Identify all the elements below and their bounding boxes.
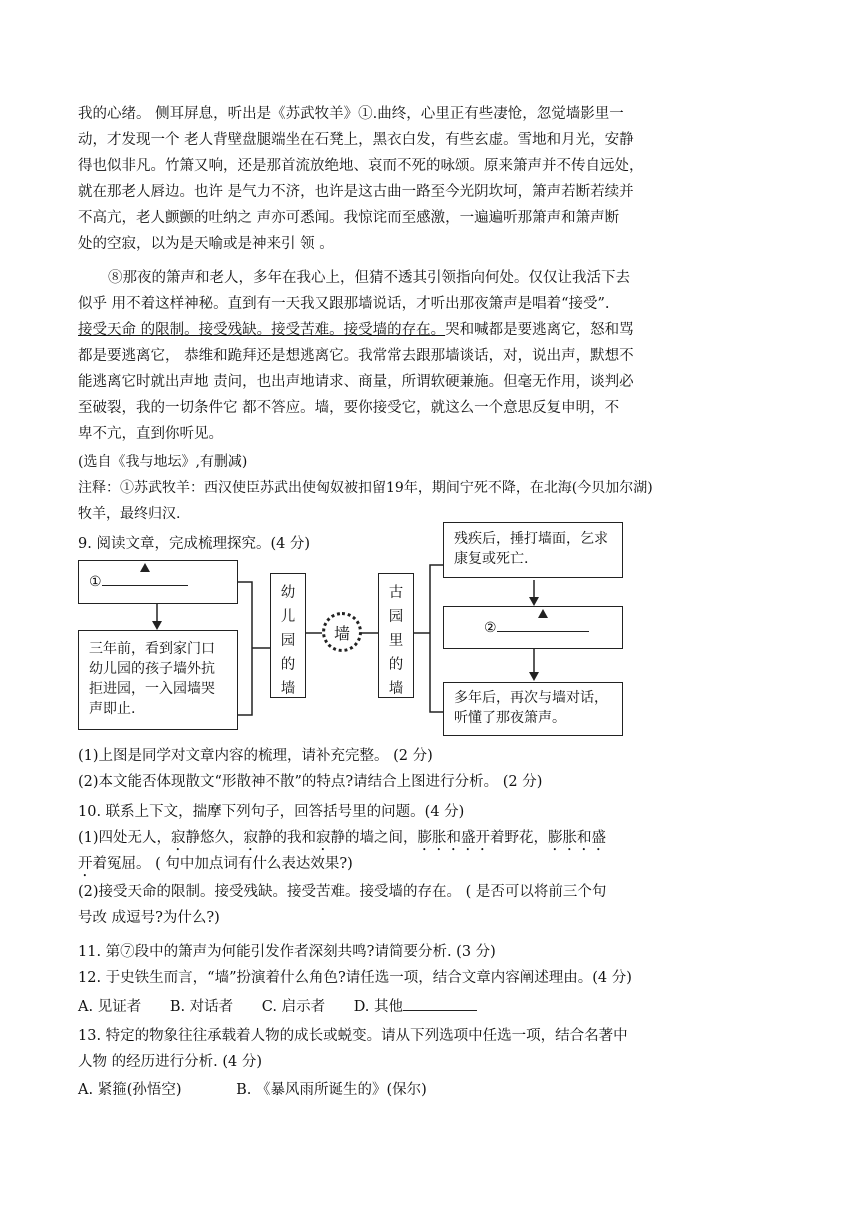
question-9-title: 9. 阅读文章，完成梳理探究。(4 分) <box>78 536 311 552</box>
passage-line: 就在那老人唇边。也许 是气力不济，也许是这古曲一路至今光阴坎坷，箫声若断若续并 <box>78 184 634 200</box>
right-bottom-box: 多年后，再次与墙对话，听懂了那夜箫声。 <box>443 682 623 736</box>
paragraph-8-line: 至破裂，我的一切条件它 都不答应。墙，要你接受它，就这么一个意思反复申明，不 <box>78 400 620 416</box>
footnote: 牧羊，最终归汉. <box>78 506 181 522</box>
question-10-sentence-1: (1)四处无人，寂静悠久，寂静的我和寂静的墙之间，膨胀和盛开着野花，膨胀和盛 <box>78 830 607 846</box>
question-10-sentence-2: (2)接受天命的限制。接受残缺。接受苦难。接受墙的存在。 ( 是否可以将前三个句 <box>78 884 607 900</box>
question-13-line: 人物 的经历进行分析. (4 分) <box>78 1054 262 1070</box>
option-b: B. 《暴风雨所诞生的》(保尔) <box>236 1082 427 1098</box>
underlined-sentence: 接受天命 的限制。接受残缺。接受苦难。接受墙的存在。 <box>78 322 446 338</box>
paragraph-8-line: 卑不亢，直到你听见。 <box>78 426 223 442</box>
question-13-line: 13. 特定的物象往往承载着人物的成长或蜕变。请从下列选项中任选一项，结合名著中 <box>78 1028 628 1044</box>
question-10-title: 10. 联系上下文，揣摩下列句子，回答括号里的问题。(4 分) <box>78 804 465 820</box>
center-wall-circle: 墙 <box>322 612 362 652</box>
passage-line: 我的心绪。 侧耳屏息，听出是《苏武牧羊》①.曲终，心里正有些凄怆，忽觉墙影里一 <box>78 106 624 122</box>
option-a: A. 见证者 <box>78 999 142 1015</box>
right-top-box: 残疾后，捶打墙面，乞求康复或死亡. <box>443 522 623 578</box>
footnote: 注释：①苏武牧羊：西汉使臣苏武出使匈奴被扣留19年，期间宁死不降，在北海(今贝加尔湖) <box>78 480 653 496</box>
answer-blank-option-d <box>403 996 477 1011</box>
paragraph-8-line: 接受天命 的限制。接受残缺。接受苦难。接受墙的存在。哭和喊都是要逃离它，怒和骂 <box>78 322 634 338</box>
question-12-options <box>78 996 477 1017</box>
left-bottom-box: 三年前，看到家门口幼儿园的孩子墙外抗拒进园，一入园墙哭声即止. <box>78 630 238 730</box>
answer-blank-2 <box>497 617 589 632</box>
passage-line: 得也似非凡。竹箫又响，还是那首流放绝地、哀而不死的咏颂。原来箫声并不传自远处， <box>78 158 644 174</box>
question-13-options <box>78 1080 427 1100</box>
option-a: A. 紧箍(孙悟空) <box>78 1082 182 1098</box>
question-10-sentence-2-cont: 号改 成逗号?为什么?) <box>78 910 220 926</box>
source-citation: (选自《我与地坛》,有删减) <box>78 454 248 470</box>
label-old-garden-wall: 古园里的墙 <box>378 573 414 698</box>
label-kindergarten-wall: 幼儿园的墙 <box>270 573 306 698</box>
question-9-sub1: (1)上图是同学对文章内容的梳理，请补充完整。 (2 分) <box>78 748 433 764</box>
question-12-title: 12. 于史铁生而言，“墙”扮演着什么角色?请任选一项，结合文章内容阐述理由。(4 分) <box>78 970 632 986</box>
paragraph-8-line: 都是要逃离它， 恭维和跪拜还是想逃离它。我常常去跟那墙谈话，对，说出声，默想不 <box>78 348 634 364</box>
question-11: 11. 第⑦段中的箫声为何能引发作者深刻共鸣?请简要分析. (3 分) <box>78 944 496 960</box>
answer-blank-1 <box>102 571 188 586</box>
option-b: B. 对话者 <box>169 999 234 1015</box>
passage-line: 动，才发现一个 老人背壁盘腿端坐在石凳上，黑衣白发，有些玄虚。雪地和月光，安静 <box>78 132 634 148</box>
paragraph-8-line: ⑧那夜的箫声和老人，多年在我心上，但猜不透其引领指向何处。仅仅让我活下去 <box>108 270 630 286</box>
option-c: C. 启示者 <box>261 999 326 1015</box>
passage-line: 处的空寂，以为是天喻或是神来引 领 。 <box>78 236 334 252</box>
passage-line: 不高亢，老人颤颤的吐纳之 声亦可悉闻。我惊诧而至感激，一遍遍听那箫声和箫声断 <box>78 210 620 226</box>
question-10-sentence-1-cont: 开着冤屈。 ( 句中加点词有什么表达效果?) <box>78 856 353 872</box>
triangle-marker-icon <box>140 563 150 572</box>
triangle-marker-icon <box>538 609 548 618</box>
left-top-box: ① <box>78 560 238 604</box>
paragraph-8-line: 似乎 用不着这样神秘。直到有一天我又跟那墙说话，才听出那夜箫声是唱着“接受”. <box>78 296 610 312</box>
paragraph-8-line: 能逃离它时就出声地 责问，也出声地请求、商量，所谓软硬兼施。但毫无作用，谈判必 <box>78 374 634 390</box>
right-mid-box: ② <box>443 606 623 649</box>
question-9-sub2: (2)本文能否体现散文“形散神不散”的特点?请结合上图进行分析。 (2 分) <box>78 774 543 790</box>
option-d: D. 其他 <box>353 999 404 1015</box>
